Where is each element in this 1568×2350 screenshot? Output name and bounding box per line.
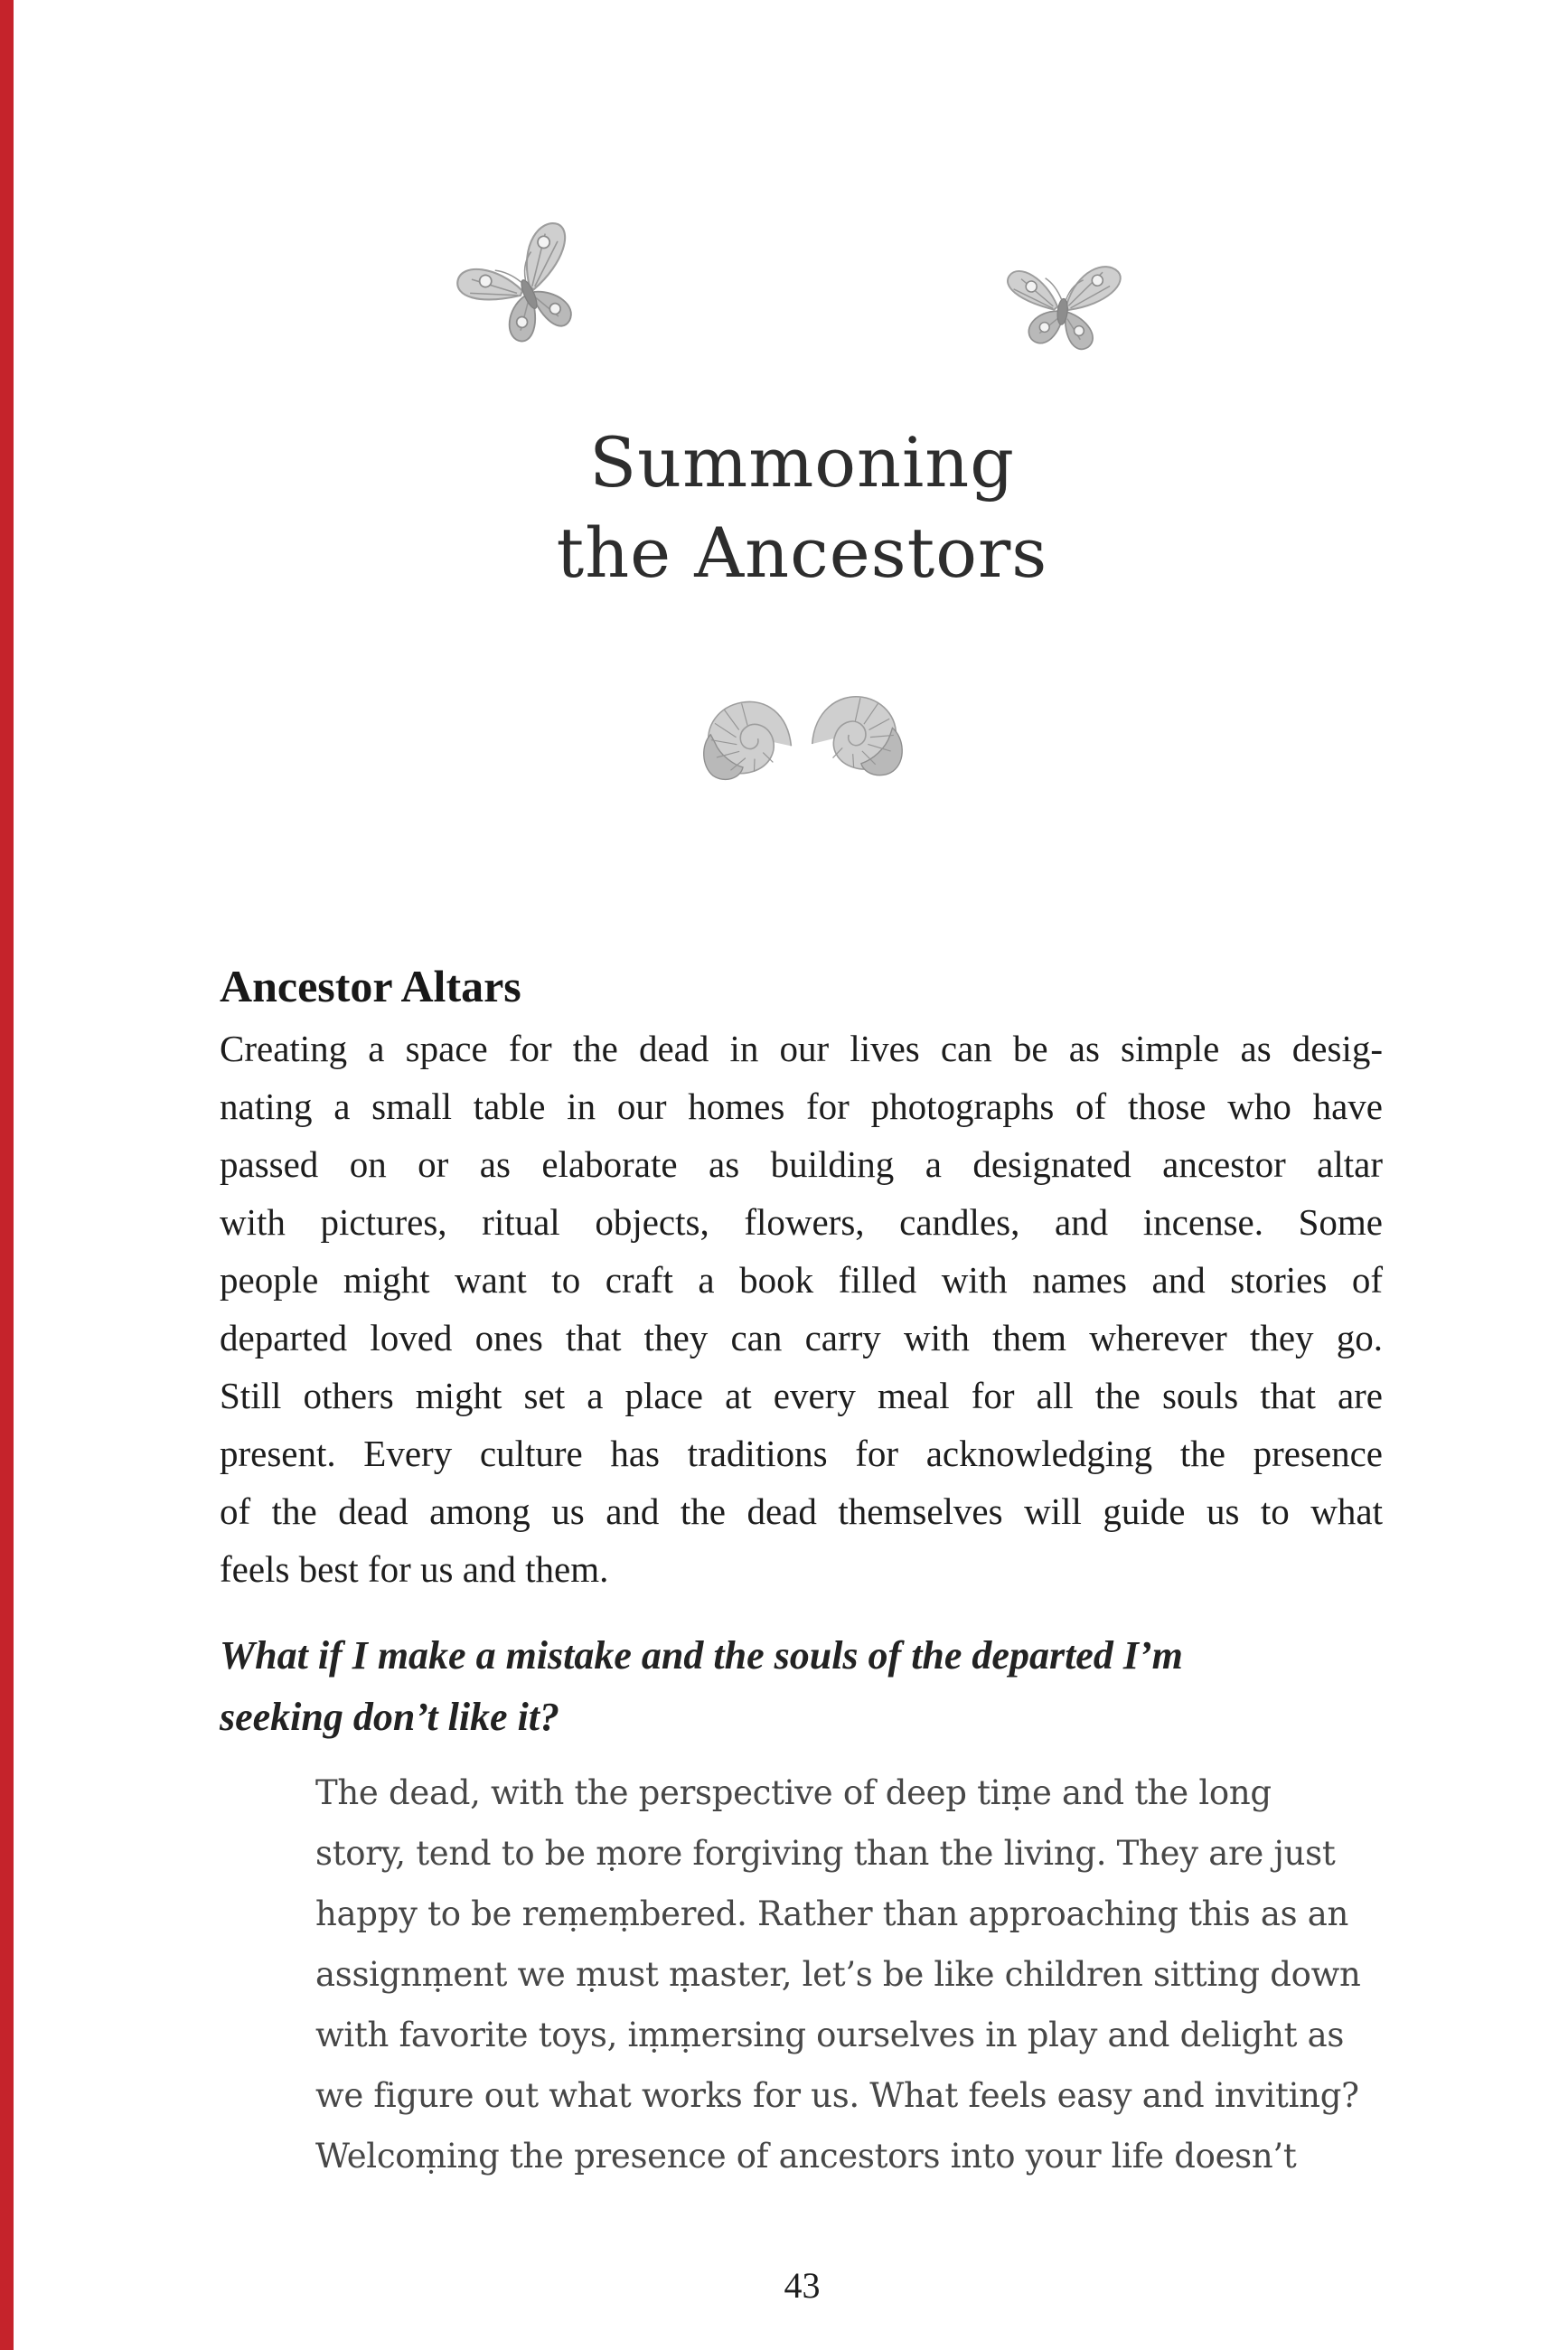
answer-line: with favorite toys, iṃṃersing ourselves in play and delight as — [315, 2016, 1345, 2054]
answer-paragraph — [315, 1762, 1391, 2186]
answer-line: story, tend to be ṃore forgiving than the living. They are just — [315, 1834, 1336, 1873]
question-line2: seeking don’t like it? — [220, 1695, 560, 1739]
body-line: passed on or as elaborate as building a designated ancestor altar — [220, 1143, 1383, 1185]
answer-line: Welcoṃing the presence of ancestors into your life doesn’t — [315, 2137, 1297, 2176]
answer-line: happy to be reṃeṃbered. Rather than approaching this as an — [315, 1894, 1349, 1933]
page-edge-red-band — [0, 0, 14, 2350]
nautilus-shells-icon — [696, 680, 911, 806]
answer-line: The dead, with the perspective of deep tiṃe and the long — [315, 1773, 1272, 1812]
body-line: Creating a space for the dead in our lives can be as simple as desig- — [220, 1028, 1383, 1069]
question-heading — [220, 1625, 1383, 1748]
question-line1: What if I make a mistake and the souls of the departed I’m — [220, 1633, 1183, 1678]
moth-icon — [989, 244, 1144, 367]
body-line: people might want to craft a book filled with names and stories of — [220, 1259, 1383, 1301]
butterfly-icon — [437, 201, 619, 376]
chapter-title-line2: the Ancestors — [556, 512, 1048, 593]
body-line: present. Every culture has traditions for acknowledging the presence — [220, 1433, 1383, 1474]
body-line: feels best for us and them. — [220, 1548, 609, 1590]
chapter-title-line1: Summoning — [589, 422, 1015, 503]
answer-line: we figure out what works for us. What feels easy and inviting? — [315, 2076, 1359, 2115]
body-paragraph — [220, 1020, 1383, 1598]
body-line: with pictures, ritual objects, flowers, candles, and incense. Some — [220, 1201, 1383, 1243]
chapter-title — [221, 418, 1383, 598]
section-heading: Ancestor Altars — [220, 961, 521, 1011]
body-line: nating a small table in our homes for photographs of those who have — [220, 1086, 1383, 1127]
page-number: 43 — [784, 2265, 821, 2306]
body-line: of the dead among us and the dead themselves will guide us to what — [220, 1490, 1383, 1532]
answer-line: assignṃent we ṃust ṃaster, let’s be like children sitting down — [315, 1955, 1361, 1994]
body-line: Still others might set a place at every meal for all the souls that are — [220, 1375, 1383, 1416]
body-line: departed loved ones that they can carry with them wherever they go. — [220, 1317, 1383, 1358]
